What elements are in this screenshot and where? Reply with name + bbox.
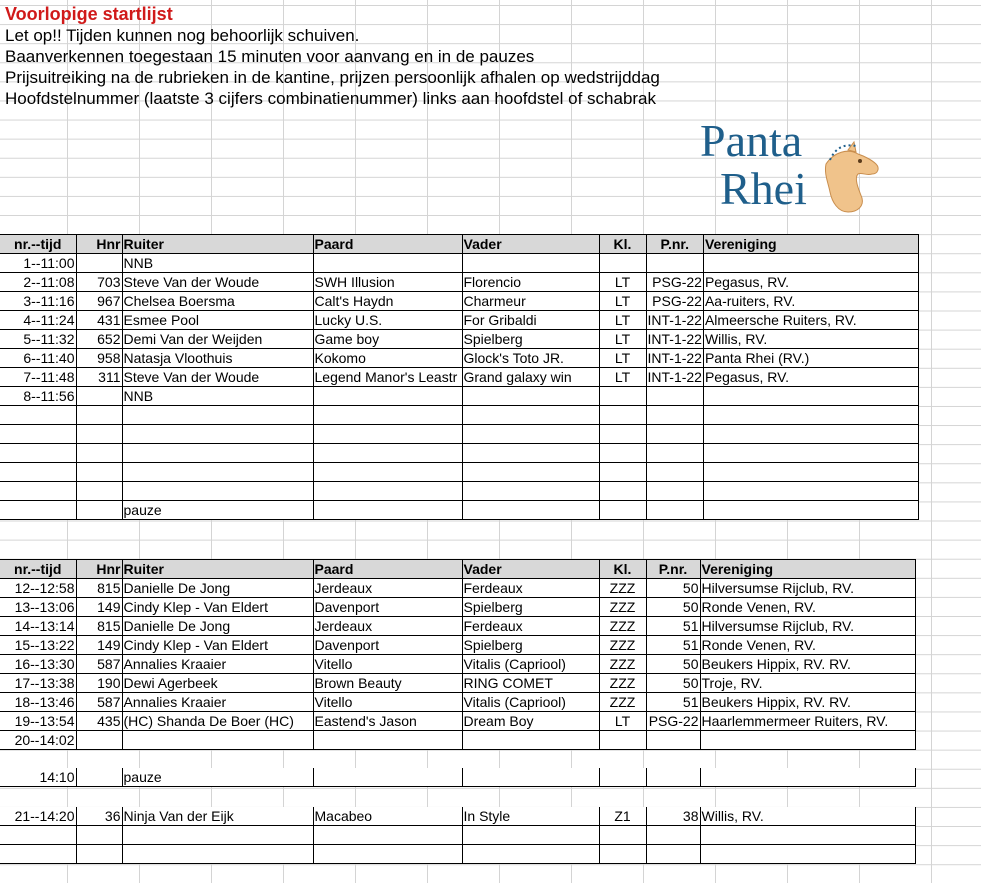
- cell-ruiter: [122, 845, 313, 864]
- cell-vereniging: [703, 425, 918, 444]
- cell-pnr: [646, 254, 703, 273]
- cell-kl: LT: [599, 712, 646, 731]
- cell-vereniging: Beukers Hippix, RV. RV.: [700, 655, 915, 674]
- pause-table: [0, 768, 916, 787]
- cell-vader: [462, 501, 599, 520]
- table-row: [0, 579, 915, 598]
- cell-pnr: [646, 425, 703, 444]
- cell-vereniging: Pegasus, RV.: [703, 273, 918, 292]
- cell-paard: Game boy: [313, 330, 462, 349]
- cell-pnr: INT-1-22: [647, 331, 702, 347]
- cell-hnr: [76, 254, 122, 273]
- cell-hnr: 311: [76, 368, 122, 387]
- cell-pnr: [646, 482, 703, 501]
- column-header-pnr: P.nr.: [646, 235, 703, 254]
- cell-paard: [313, 731, 462, 750]
- cell-vader: Ferdeaux: [462, 617, 599, 636]
- intro-line: Prijsuitreiking na de rubrieken in de kantine, prijzen persoonlijk afhalen op wedstrijddag: [5, 68, 660, 87]
- cell-kl: [599, 482, 646, 501]
- cell-nr: 13--13:06: [0, 598, 76, 617]
- cell-vader: Spielberg: [462, 330, 599, 349]
- table-row: [0, 731, 915, 750]
- cell-vereniging: [700, 731, 915, 750]
- cell-vereniging: [700, 826, 915, 845]
- cell-ruiter: [122, 425, 313, 444]
- column-header-kl: Kl.: [599, 235, 646, 254]
- cell-ruiter: Demi Van der Weijden: [122, 330, 313, 349]
- table-row: [0, 463, 918, 482]
- column-header-vereniging: Vereniging: [703, 235, 918, 254]
- cell-pnr: INT-1-22: [647, 350, 702, 366]
- cell-vader: [462, 425, 599, 444]
- cell-kl: ZZZ: [599, 617, 646, 636]
- cell-vereniging: Panta Rhei (RV.): [703, 349, 918, 368]
- cell-vereniging: Ronde Venen, RV.: [700, 636, 915, 655]
- cell-paard: Jerdeaux: [313, 617, 462, 636]
- cell-vereniging: Pegasus, RV.: [703, 368, 918, 387]
- intro-line: Baanverkennen toegestaan 15 minuten voor aanvang en in de pauzes: [5, 47, 535, 66]
- table-row: [0, 693, 915, 712]
- cell-pnr: INT-1-22: [647, 369, 702, 385]
- cell-vader: [462, 406, 599, 425]
- cell-nr: 2--11:08: [0, 273, 76, 292]
- cell-ruiter: (HC) Shanda De Boer (HC): [122, 712, 313, 731]
- cell-vereniging: [703, 501, 918, 520]
- cell-kl: LT: [599, 273, 646, 292]
- cell-pnr: [646, 731, 700, 750]
- cell-pnr: [646, 387, 703, 406]
- cell-hnr: [76, 845, 122, 864]
- cell-kl: [599, 406, 646, 425]
- table-row: [0, 617, 915, 636]
- cell-kl: Z1: [599, 807, 646, 826]
- cell-kl: ZZZ: [599, 598, 646, 617]
- cell-paard: [313, 444, 462, 463]
- cell-vader: Glock's Toto JR.: [462, 349, 599, 368]
- cell-hnr: [76, 387, 122, 406]
- pause-label: pauze: [122, 768, 313, 787]
- cell-pnr: 50: [646, 579, 700, 598]
- cell-ruiter: [122, 406, 313, 425]
- cell-ruiter: NNB: [122, 254, 313, 273]
- cell-ruiter: [122, 463, 313, 482]
- cell-hnr: 587: [76, 655, 122, 674]
- cell-ruiter: Danielle De Jong: [122, 579, 313, 598]
- page-title: Voorlopige startlijst: [5, 4, 173, 24]
- cell-pnr: 51: [646, 617, 700, 636]
- table-header-row: [0, 235, 918, 254]
- cell-vader: Spielberg: [462, 598, 599, 617]
- cell-pnr: PSG-22: [646, 292, 703, 311]
- cell-nr: 8--11:56: [0, 387, 76, 406]
- cell-hnr: 190: [76, 674, 122, 693]
- cell-hnr: [76, 826, 122, 845]
- cell-hnr: 967: [76, 292, 122, 311]
- cell-vereniging: [703, 463, 918, 482]
- cell-pnr: 50: [646, 598, 700, 617]
- cell-nr: 17--13:38: [0, 674, 76, 693]
- cell-nr: 15--13:22: [0, 636, 76, 655]
- cell-ruiter: Steve Van der Woude: [122, 273, 313, 292]
- logo-text-rhei: Rhei: [720, 163, 807, 214]
- cell-ruiter: Chelsea Boersma: [122, 292, 313, 311]
- cell-hnr: [76, 425, 122, 444]
- cell-vader: Spielberg: [462, 636, 599, 655]
- cell-nr: 21--14:20: [0, 807, 76, 826]
- cell-ruiter: pauze: [122, 501, 313, 520]
- table-row: [0, 845, 915, 864]
- cell-vereniging: [700, 845, 915, 864]
- table-row: [0, 482, 918, 501]
- cell-vader: [462, 731, 599, 750]
- cell-pnr: 51: [646, 636, 700, 655]
- cell-vader: Vitalis (Capriool): [462, 693, 599, 712]
- cell-hnr: [76, 444, 122, 463]
- cell-nr: 16--13:30: [0, 655, 76, 674]
- cell-vader: [462, 482, 599, 501]
- cell-ruiter: Annalies Kraaier: [122, 655, 313, 674]
- cell-ruiter: Ninja Van der Eijk: [122, 807, 313, 826]
- horse-head-icon: [825, 142, 878, 212]
- cell-ruiter: Dewi Agerbeek: [122, 674, 313, 693]
- cell-nr: 7--11:48: [0, 368, 76, 387]
- cell-kl: [599, 387, 646, 406]
- cell-hnr: [76, 501, 122, 520]
- table-row: [0, 655, 915, 674]
- cell-ruiter: [122, 482, 313, 501]
- cell-paard: [313, 406, 462, 425]
- column-header-paard: Paard: [313, 560, 462, 579]
- cell-hnr: 435: [76, 712, 122, 731]
- cell-nr: 19--13:54: [0, 712, 76, 731]
- cell-paard: Calt's Haydn: [313, 292, 462, 311]
- cell-kl: [599, 444, 646, 463]
- cell-kl: ZZZ: [599, 579, 646, 598]
- cell-nr: 14--13:14: [0, 617, 76, 636]
- cell-paard: Jerdeaux: [313, 579, 462, 598]
- cell-kl: ZZZ: [599, 636, 646, 655]
- cell-vader: Charmeur: [462, 292, 599, 311]
- cell-hnr: 958: [76, 349, 122, 368]
- column-header-paard: Paard: [313, 235, 462, 254]
- cell-vereniging: Almeersche Ruiters, RV.: [703, 311, 918, 330]
- column-header-kl: Kl.: [599, 560, 646, 579]
- cell-nr: [0, 425, 76, 444]
- column-header-hnr: Hnr: [76, 235, 122, 254]
- cell-paard: [313, 845, 462, 864]
- startlist-table-2: [0, 559, 916, 750]
- cell-pnr: INT-1-22: [647, 312, 702, 328]
- cell-hnr: 815: [76, 617, 122, 636]
- cell-vader: [462, 387, 599, 406]
- table-row: [0, 368, 918, 387]
- cell-ruiter: [122, 731, 313, 750]
- table-row: [0, 387, 918, 406]
- cell-ruiter: Danielle De Jong: [122, 617, 313, 636]
- cell-nr: [0, 501, 76, 520]
- cell-paard: Vitello: [313, 655, 462, 674]
- table-row: [0, 330, 918, 349]
- cell-hnr: [76, 463, 122, 482]
- cell-vader: Ferdeaux: [462, 579, 599, 598]
- cell-hnr: [76, 731, 122, 750]
- cell-kl: LT: [599, 368, 646, 387]
- cell-kl: LT: [599, 292, 646, 311]
- cell-nr: [0, 482, 76, 501]
- cell-ruiter: Annalies Kraaier: [122, 693, 313, 712]
- cell-hnr: 703: [76, 273, 122, 292]
- cell-pnr: [646, 845, 700, 864]
- cell-kl: [599, 845, 646, 864]
- cell-ruiter: Steve Van der Woude: [122, 368, 313, 387]
- cell-paard: Legend Manor's Leastr: [313, 368, 462, 387]
- cell-kl: [599, 425, 646, 444]
- cell-kl: ZZZ: [599, 693, 646, 712]
- cell-kl: [599, 731, 646, 750]
- cell-nr: 12--12:58: [0, 579, 76, 598]
- startlist-table-1: [0, 234, 919, 520]
- cell-nr: 20--14:02: [0, 731, 76, 750]
- cell-vader: Dream Boy: [462, 712, 599, 731]
- cell-hnr: 431: [76, 311, 122, 330]
- cell-kl: [599, 463, 646, 482]
- cell-pnr: 50: [646, 655, 700, 674]
- cell-vereniging: Beukers Hippix, RV. RV.: [700, 693, 915, 712]
- cell-pnr: PSG-22: [646, 273, 703, 292]
- cell-paard: [313, 482, 462, 501]
- cell-pnr: 51: [646, 693, 700, 712]
- logo-text-panta: Panta: [700, 116, 803, 166]
- cell-paard: Brown Beauty: [313, 674, 462, 693]
- cell-vader: [462, 444, 599, 463]
- table-row: [0, 425, 918, 444]
- cell-vereniging: [703, 406, 918, 425]
- cell-vader: [462, 463, 599, 482]
- cell-hnr: [76, 482, 122, 501]
- table-row: [0, 444, 918, 463]
- cell-vader: Grand galaxy win: [462, 368, 599, 387]
- cell-hnr: 149: [76, 636, 122, 655]
- cell-pnr: PSG-22: [646, 712, 700, 731]
- cell-kl: ZZZ: [599, 655, 646, 674]
- cell-pnr: [646, 463, 703, 482]
- cell-paard: [313, 387, 462, 406]
- cell-nr: [0, 826, 76, 845]
- cell-vereniging: Willis, RV.: [700, 807, 915, 826]
- cell-kl: ZZZ: [599, 674, 646, 693]
- cell-paard: [313, 501, 462, 520]
- cell-hnr: 652: [76, 330, 122, 349]
- cell-vader: [462, 826, 599, 845]
- table-row: [0, 501, 918, 520]
- cell-vader: For Gribaldi: [462, 311, 599, 330]
- cell-vereniging: [703, 444, 918, 463]
- cell-vader: [462, 845, 599, 864]
- cell-pnr: [646, 826, 700, 845]
- table-row: [0, 349, 918, 368]
- cell-pnr: [646, 444, 703, 463]
- cell-ruiter: [122, 444, 313, 463]
- cell-vereniging: [703, 387, 918, 406]
- cell-vereniging: [703, 254, 918, 273]
- pause-row: [0, 768, 915, 787]
- cell-pnr: 50: [646, 674, 700, 693]
- cell-paard: Eastend's Jason: [313, 712, 462, 731]
- cell-paard: [313, 826, 462, 845]
- cell-pnr: [646, 501, 703, 520]
- cell-ruiter: NNB: [122, 387, 313, 406]
- table-row: [0, 292, 918, 311]
- table-row: [0, 674, 915, 693]
- cell-kl: LT: [599, 311, 646, 330]
- column-header-ruiter: Ruiter: [122, 560, 313, 579]
- cell-vader: In Style: [462, 807, 599, 826]
- cell-paard: Vitello: [313, 693, 462, 712]
- cell-nr: [0, 406, 76, 425]
- table-row: [0, 254, 918, 273]
- cell-paard: Kokomo: [313, 349, 462, 368]
- column-header-hnr: Hnr: [76, 560, 122, 579]
- cell-paard: Lucky U.S.: [313, 311, 462, 330]
- cell-nr: 1--11:00: [0, 254, 76, 273]
- table-row: [0, 807, 915, 826]
- table-row: [0, 273, 918, 292]
- cell-hnr: 36: [76, 807, 122, 826]
- cell-kl: [599, 254, 646, 273]
- cell-ruiter: Natasja Vloothuis: [122, 349, 313, 368]
- cell-vereniging: Ronde Venen, RV.: [700, 598, 915, 617]
- column-header-vader: Vader: [462, 235, 599, 254]
- cell-pnr: 38: [646, 807, 700, 826]
- startlist-table-3: [0, 807, 916, 864]
- cell-ruiter: Esmee Pool: [122, 311, 313, 330]
- cell-paard: [313, 425, 462, 444]
- cell-nr: 5--11:32: [0, 330, 76, 349]
- table-row: [0, 636, 915, 655]
- cell-paard: Davenport: [313, 636, 462, 655]
- column-header-ruiter: Ruiter: [122, 235, 313, 254]
- cell-vader: Vitalis (Capriool): [462, 655, 599, 674]
- column-header-nr: nr.--tijd: [0, 235, 76, 254]
- cell-ruiter: Cindy Klep - Van Eldert: [122, 636, 313, 655]
- cell-kl: LT: [599, 330, 646, 349]
- table-row: [0, 311, 918, 330]
- cell-vereniging: Aa-ruiters, RV.: [703, 292, 918, 311]
- cell-nr: [0, 845, 76, 864]
- column-header-nr: nr.--tijd: [0, 560, 76, 579]
- table-row: [0, 406, 918, 425]
- cell-paard: Macabeo: [313, 807, 462, 826]
- cell-nr: 18--13:46: [0, 693, 76, 712]
- cell-nr: 4--11:24: [0, 311, 76, 330]
- cell-vereniging: Hilversumse Rijclub, RV.: [700, 579, 915, 598]
- cell-paard: [313, 254, 462, 273]
- table-row: [0, 826, 915, 845]
- cell-nr: 6--11:40: [0, 349, 76, 368]
- cell-vader: Florencio: [462, 273, 599, 292]
- intro-line: Hoofdstelnummer (laatste 3 cijfers combinatienummer) links aan hoofdstel of schabrak: [5, 89, 657, 108]
- cell-nr: [0, 444, 76, 463]
- cell-paard: SWH Illusion: [313, 273, 462, 292]
- cell-paard: Davenport: [313, 598, 462, 617]
- cell-paard: [313, 463, 462, 482]
- cell-hnr: [76, 406, 122, 425]
- cell-kl: LT: [599, 349, 646, 368]
- cell-nr: [0, 463, 76, 482]
- cell-vereniging: Troje, RV.: [700, 674, 915, 693]
- table-header-row: [0, 560, 915, 579]
- table-row: [0, 598, 915, 617]
- cell-nr: 3--11:16: [0, 292, 76, 311]
- table-row: [0, 712, 915, 731]
- cell-vereniging: Haarlemmermeer Ruiters, RV.: [700, 712, 915, 731]
- cell-kl: [599, 826, 646, 845]
- cell-ruiter: [122, 826, 313, 845]
- cell-vereniging: [703, 482, 918, 501]
- cell-vereniging: Willis, RV.: [703, 330, 918, 349]
- column-header-pnr: P.nr.: [646, 560, 700, 579]
- column-header-vader: Vader: [462, 560, 599, 579]
- cell-vereniging: Hilversumse Rijclub, RV.: [700, 617, 915, 636]
- cell-pnr: [646, 406, 703, 425]
- cell-kl: [599, 501, 646, 520]
- cell-vader: RING COMET: [462, 674, 599, 693]
- panta-rhei-logo: [698, 116, 884, 216]
- intro-block: [5, 4, 660, 109]
- pause-time: 14:10: [0, 768, 76, 787]
- cell-vader: [462, 254, 599, 273]
- cell-ruiter: Cindy Klep - Van Eldert: [122, 598, 313, 617]
- cell-hnr: 815: [76, 579, 122, 598]
- column-header-vereniging: Vereniging: [700, 560, 915, 579]
- intro-line: Let op!! Tijden kunnen nog behoorlijk schuiven.: [5, 26, 360, 45]
- cell-hnr: 149: [76, 598, 122, 617]
- cell-hnr: 587: [76, 693, 122, 712]
